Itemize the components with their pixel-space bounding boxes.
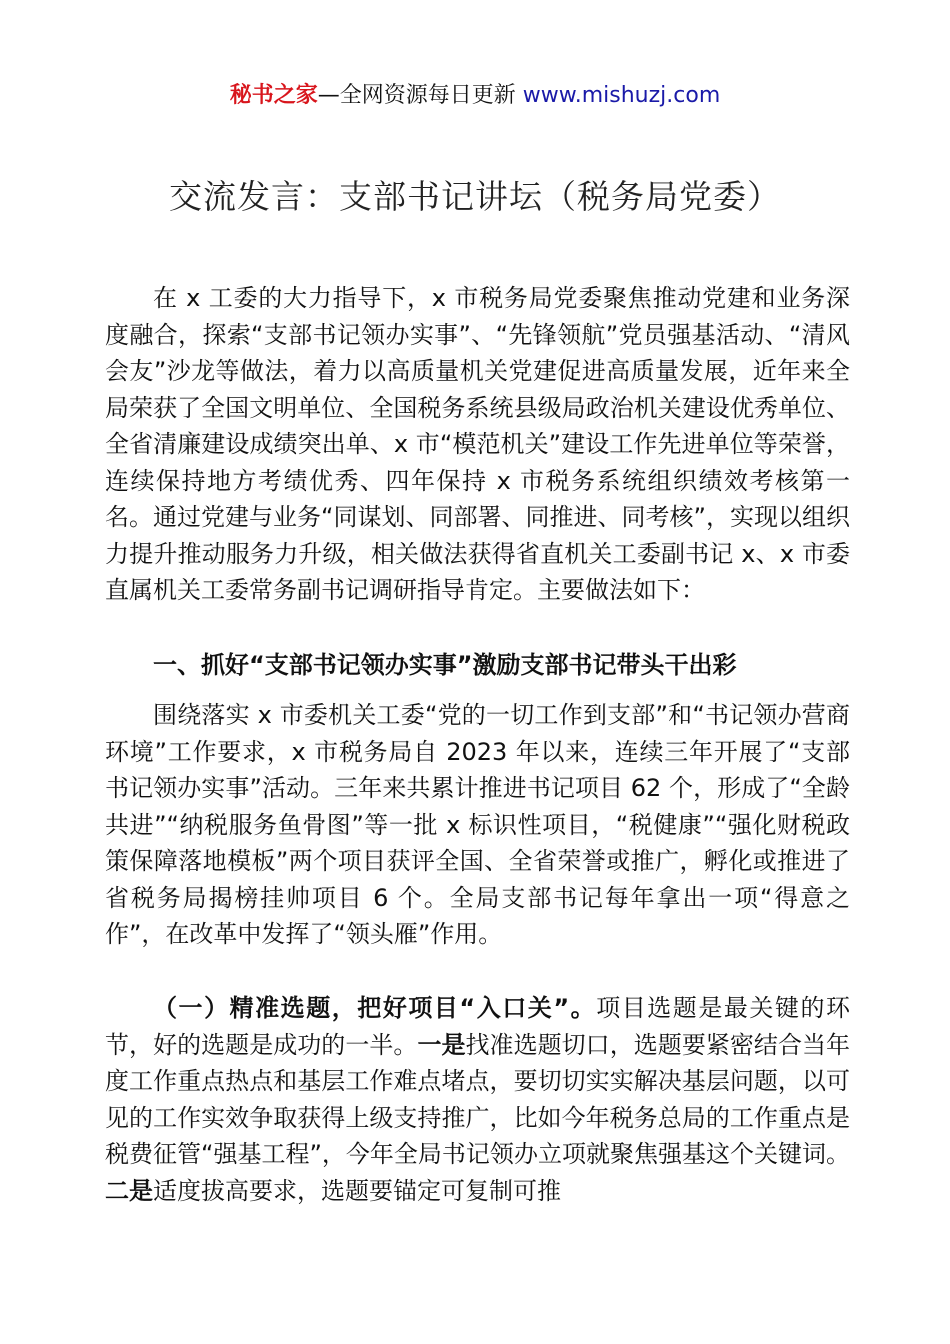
subsection-paragraph	[105, 990, 850, 1209]
subsection-text-a: 项目选题是最关键的环节，好的选题是成功的一半。	[105, 994, 851, 1059]
subsection-heading: （一）精准选题，把好项目“入口关”。	[153, 994, 597, 1022]
site-tagline: —全网资源每日更新	[317, 83, 523, 108]
subsection-paragraph-text	[105, 990, 850, 1209]
point-one-text: 找准选题切口，选题要紧密结合当年度工作重点热点和基层工作难点堵点，要切切实实解决基层问题，以可见的工作实效争取获得上级支持推广，比如今年税务总局的工作重点是税费征管“强基工程”，今年全局书记领办立项就聚焦强基这个关键词。	[105, 1030, 851, 1168]
document-title: 交流发言：支部书记讲坛（税务局党委）	[169, 177, 781, 216]
point-two-label: 二是	[105, 1176, 153, 1205]
intro-paragraph	[105, 280, 850, 609]
section-heading-1: 一、抓好“支部书记领办实事”激励支部书记带头干出彩	[153, 651, 737, 679]
site-url-link[interactable]: www.mishuzj.com	[522, 83, 721, 108]
site-brand: 秘书之家	[229, 83, 318, 108]
point-one-label: 一是	[417, 1030, 466, 1059]
point-two-text: 适度拔高要求，选题要锚定可复制可推	[153, 1176, 561, 1205]
section1-paragraph	[105, 697, 850, 953]
section1-paragraph-text: 围绕落实 x 市委机关工委“党的一切工作到支部”和“书记领办营商环境”工作要求，x 市税务局自 2023 年以来，连续三年开展了“支部书记领办实事”活动。三年来共累计推进书记项目 62 个，形成了“全龄共进”“纳税服务鱼骨图”等一批 x 标识性项目，“税健康”“强化财税政策保障落地模板”两个项目获评全国、全省荣誉或推广，孵化或推进了省税务局揭榜挂帅项目 6 个。全局支部书记每年拿出一项“得意之作”，在改革中发挥了“领头雁”作用。	[105, 701, 850, 948]
site-header	[0, 80, 950, 112]
intro-paragraph-text: 在 x 工委的大力指导下，x 市税务局党委聚焦推动党建和业务深度融合，探索“支部书记领办实事”、“先锋领航”党员强基活动、“清风会友”沙龙等做法，着力以高质量机关党建促进高质量发展，近年来全局荣获了全国文明单位、全国税务系统县级局政治机关建设优秀单位、全省清廉建设成绩突出单、x 市“模范机关”建设工作先进单位等荣誉，连续保持地方考绩优秀、四年保持 x 市税务系统组织绩效考核第一名。通过党建与业务“同谋划、同部署、同推进、同考核”，实现以组织力提升推动服务力升级，相关做法获得省直机关工委副书记 x、x 市委直属机关工委常务副书记调研指导肯定。主要做法如下：	[105, 284, 850, 604]
